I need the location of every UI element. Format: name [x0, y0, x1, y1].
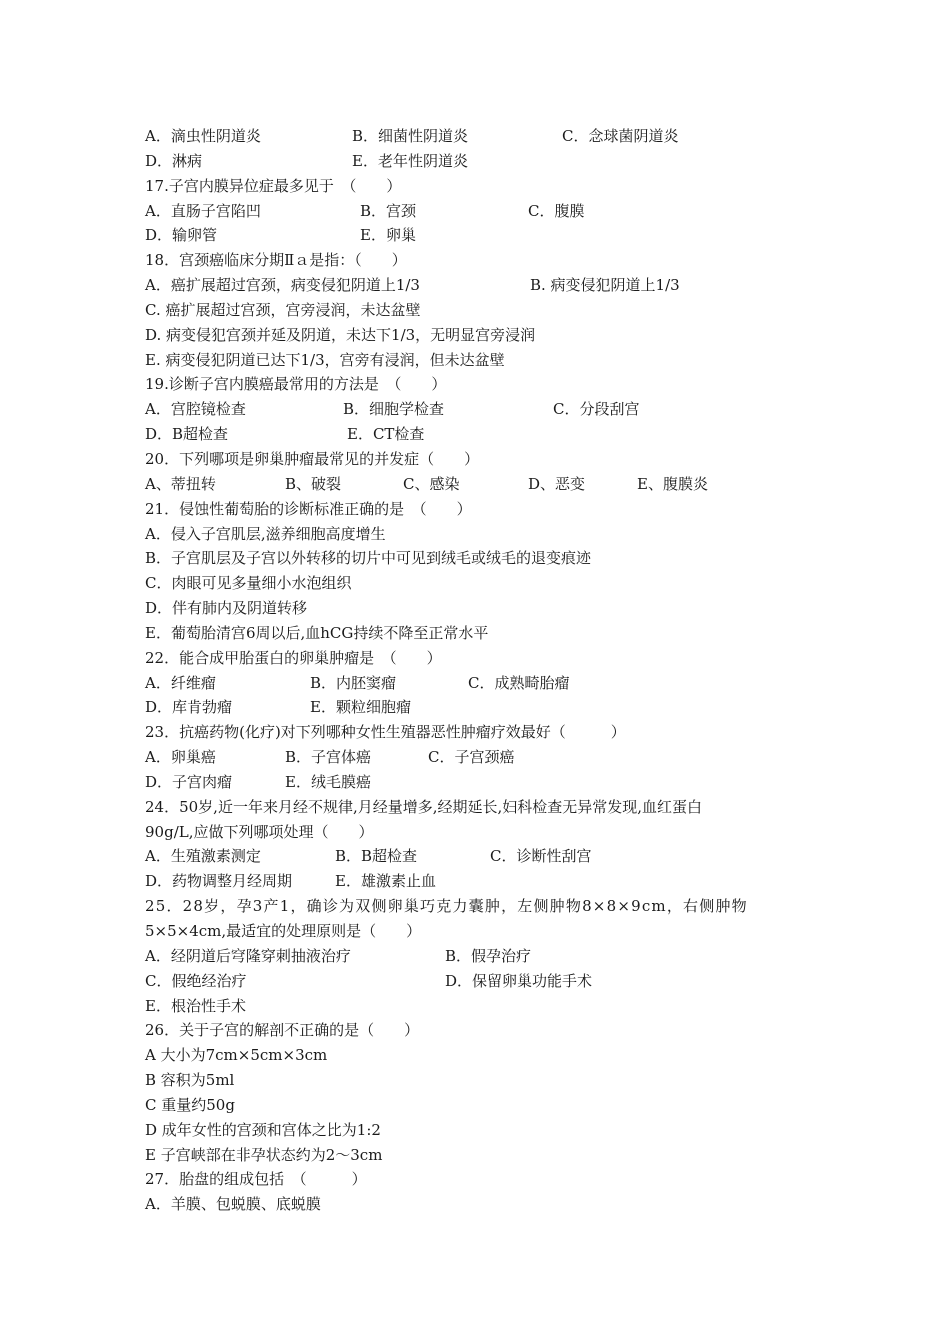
q20-stem: 20．下列哪项是卵巢肿瘤最常见的并发症（ ）	[145, 449, 480, 468]
q20-option-a: A、蒂扭转	[145, 474, 216, 493]
q18-stem: 18．宫颈癌临床分期Ⅱａ是指：（ ）	[145, 251, 407, 270]
q24-option-e: E．雄激素止血	[335, 872, 436, 891]
q19-option-e: E．CT检查	[347, 425, 425, 444]
q25-options-row-1	[145, 944, 815, 969]
q19-stem: 19.诊断子宫内膜癌最常用的方法是 （ ）	[145, 375, 447, 394]
q21-option-c: C．肉眼可见多量细小水泡组织	[145, 574, 352, 593]
q22-option-d: D．库肯勃瘤	[145, 698, 233, 717]
q25-option-b: B．假孕治疗	[445, 946, 532, 965]
q23-option-a: A．卵巢癌	[145, 748, 216, 767]
q26-option-c: C 重量约50g	[145, 1095, 235, 1114]
q25-option-d: D．保留卵巢功能手术	[445, 971, 593, 990]
q23-option-d: D．子宫肉瘤	[145, 772, 233, 791]
q24-options-row-2	[145, 869, 815, 894]
q24-options-row-1	[145, 844, 815, 869]
q19-option-b: B．细胞学检查	[343, 400, 445, 419]
q25-stem-line-1: 25．28岁，孕3产1，确诊为双侧卵巢巧克力囊肿，左侧肿物8×8×9cm，右侧肿物	[145, 897, 748, 916]
q19-option-c: C．分段刮宫	[553, 400, 640, 419]
q23-option-b: B．子宫体癌	[285, 748, 372, 767]
q26-option-d: D 成年女性的宫颈和宫体之比为1:2	[145, 1120, 381, 1139]
q26-option-e: E 子宫峡部在非孕状态约为2～3cm	[145, 1145, 383, 1164]
q17-options-row-2	[145, 223, 815, 248]
q25-option-c: C．假绝经治疗	[145, 971, 247, 990]
q17-option-e: E．卵巢	[360, 226, 416, 245]
q18-option-e: E. 病变侵犯阴道已达下1/3，宫旁有浸润，但未达盆壁	[145, 350, 505, 369]
q25-option-e: E．根治性手术	[145, 996, 246, 1015]
q21-stem: 21．侵蚀性葡萄胎的诊断标准正确的是 （ ）	[145, 499, 472, 518]
q16-option-a: A．滴虫性阴道炎	[145, 127, 261, 145]
q26-option-b: B 容积为5ml	[145, 1071, 235, 1090]
q19-option-d: D．B超检查	[145, 425, 229, 444]
q21-option-b: B．子宫肌层及子宫以外转移的切片中可见到绒毛或绒毛的退变痕迹	[145, 549, 592, 568]
q20-option-b: B、破裂	[285, 474, 342, 493]
q22-option-c: C．成熟畸胎瘤	[468, 673, 570, 692]
q20-option-c: C、感染	[403, 474, 460, 493]
q26-stem: 26．关于子宫的解剖不正确的是（ ）	[145, 1021, 420, 1040]
q23-options-row-1	[145, 745, 815, 770]
q24-stem-line-2: 90g/L,应做下列哪项处理（ ）	[145, 822, 374, 841]
q24-option-d: D．药物调整月经周期	[145, 872, 293, 891]
q22-options-row-2	[145, 695, 815, 720]
q26-option-a: A 大小为7cm×5cm×3cm	[145, 1046, 328, 1065]
q20-option-e: E、腹膜炎	[637, 474, 708, 493]
q24-option-b: B．B超检查	[335, 847, 418, 866]
q24-option-a: A．生殖激素测定	[145, 847, 261, 866]
q16-options-row-2	[145, 149, 815, 174]
q23-stem: 23．抗癌药物(化疗)对下列哪种女性生殖器恶性肿瘤疗效最好（ ）	[145, 723, 626, 742]
q16-option-e: E．老年性阴道炎	[352, 151, 468, 170]
q18-option-d: D. 病变侵犯宫颈并延及阴道，未达下1/3，无明显宫旁浸润	[145, 325, 536, 344]
q22-option-a: A．纤维瘤	[145, 673, 216, 692]
q16-option-d: D．淋病	[145, 151, 203, 170]
q16-option-c: C．念球菌阴道炎	[562, 127, 679, 145]
q27-stem: 27．胎盘的组成包括 （ ）	[145, 1170, 367, 1189]
q17-option-d: D．输卵管	[145, 226, 218, 245]
q23-option-e: E．绒毛膜癌	[285, 772, 371, 791]
question-list	[145, 124, 815, 1217]
q27-option-a: A．羊膜、包蜕膜、底蜕膜	[145, 1195, 321, 1214]
q22-stem: 22．能合成甲胎蛋白的卵巢肿瘤是 （ ）	[145, 648, 442, 667]
q24-stem-line-1: 24．50岁,近一年来月经不规律,月经量增多,经期延长,妇科检查无异常发现,血红蛋白	[145, 797, 703, 816]
q25-options-row-2	[145, 969, 815, 994]
q21-option-d: D．伴有肺内及阴道转移	[145, 599, 308, 618]
q22-option-e: E．颗粒细胞瘤	[310, 698, 411, 717]
q18-option-b: B. 病变侵犯阴道上1/3	[530, 276, 680, 295]
q19-option-a: A．宫腔镜检查	[145, 400, 246, 419]
q17-stem: 17.子宫内膜异位症最多见于 （ ）	[145, 176, 402, 195]
q23-option-c: C．子宫颈癌	[428, 748, 515, 767]
q20-options	[145, 472, 815, 497]
q17-options-row-1	[145, 199, 815, 224]
q17-option-c: C．腹膜	[528, 201, 585, 220]
q16-options-row-1	[145, 124, 815, 149]
q17-option-b: B．宫颈	[360, 201, 417, 220]
q19-options-row-2	[145, 422, 815, 447]
q25-stem-line-2: 5×5×4cm,最适宜的处理原则是（ ）	[145, 922, 422, 940]
q18-options-row-1	[145, 273, 815, 298]
q25-option-a: A．经阴道后穹隆穿刺抽液治疗	[145, 946, 351, 965]
q20-option-d: D、恶变	[528, 474, 586, 493]
q16-option-b: B．细菌性阴道炎	[352, 127, 469, 145]
q24-option-c: C．诊断性刮宫	[490, 847, 592, 866]
q22-options-row-1	[145, 671, 815, 696]
q23-options-row-2	[145, 770, 815, 795]
q18-option-a: A．癌扩展超过宫颈，病变侵犯阴道上1/3	[145, 276, 420, 295]
q17-option-a: A．直肠子宫陷凹	[145, 201, 261, 220]
q18-option-c: C. 癌扩展超过宫颈，宫旁浸润，未达盆壁	[145, 300, 421, 319]
q19-options-row-1	[145, 397, 815, 422]
q22-option-b: B．内胚窦瘤	[310, 673, 397, 692]
q21-option-a: A．侵入子宫肌层,滋养细胞高度增生	[145, 524, 386, 543]
q21-option-e: E．葡萄胎清宫6周以后,血hCG持续不降至正常水平	[145, 623, 489, 642]
